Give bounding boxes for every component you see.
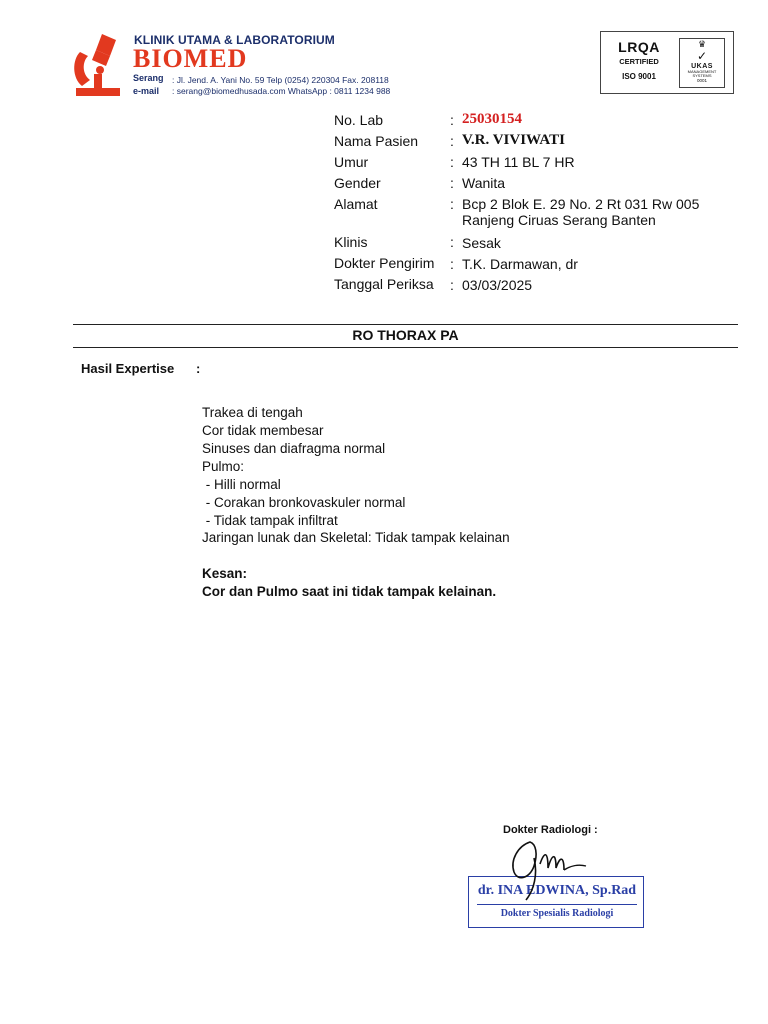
ukas-logo: ♛ ✓ UKAS MANAGEMENT SYSTEMS 0001 bbox=[679, 38, 725, 88]
divider-top bbox=[73, 324, 738, 325]
lab-number-value: 25030154 bbox=[462, 111, 522, 127]
check-icon: ✓ bbox=[696, 49, 708, 63]
exam-date-value: 03/03/2025 bbox=[462, 277, 533, 293]
colon: : bbox=[450, 196, 454, 212]
stamp-specialty: Dokter Spesialis Radiologi bbox=[500, 908, 614, 919]
expertise-label: Hasil Expertise bbox=[81, 361, 175, 376]
referring-doctor-value: T.K. Darmawan, dr bbox=[462, 256, 578, 272]
clinic-name: KLINIK UTAMA & LABORATORIUM bbox=[134, 33, 335, 47]
clinical-label: Klinis bbox=[334, 234, 368, 250]
clinical-value: Sesak bbox=[462, 235, 501, 251]
handwritten-signature bbox=[500, 838, 610, 902]
doctor-label: Dokter Radiologi : bbox=[503, 824, 598, 836]
impression-label: Kesan: bbox=[202, 566, 248, 581]
patient-name-value: V.R. VIVIWATI bbox=[462, 132, 565, 148]
referring-doctor-label: Dokter Pengirim bbox=[334, 255, 435, 271]
colon: : bbox=[450, 277, 454, 293]
lab-number-label: No. Lab bbox=[334, 112, 384, 128]
colon: : bbox=[450, 154, 454, 170]
finding-line: Sinuses dan diafragma normal bbox=[202, 441, 386, 456]
finding-line: Cor tidak membesar bbox=[202, 423, 324, 438]
patient-name-label: Nama Pasien bbox=[334, 133, 419, 149]
clinic-address: : Jl. Jend. A. Yani No. 59 Telp (0254) 220304 Fax. 208118 bbox=[172, 75, 389, 85]
stamp-divider bbox=[477, 904, 637, 905]
city-label: Serang bbox=[133, 73, 164, 83]
age-value: 43 TH 11 BL 7 HR bbox=[462, 154, 575, 170]
colon: : bbox=[450, 256, 454, 272]
colon: : bbox=[450, 133, 454, 149]
brand-name: BIOMED bbox=[133, 44, 248, 73]
colon: : bbox=[450, 234, 454, 250]
colon: : bbox=[196, 361, 201, 376]
divider-bottom bbox=[73, 347, 738, 348]
clinic-email: : serang@biomedhusada.com WhatsApp : 0811 1234 988 bbox=[172, 86, 391, 96]
address-value-line2: Ranjeng Ciruas Serang Banten bbox=[462, 212, 656, 228]
exam-title: RO THORAX PA bbox=[352, 327, 459, 343]
finding-line: Pulmo: bbox=[202, 459, 245, 474]
microscope-logo-icon bbox=[72, 30, 122, 100]
finding-line: Trakea di tengah bbox=[202, 405, 303, 420]
address-value-line1: Bcp 2 Blok E. 29 No. 2 Rt 031 Rw 005 bbox=[462, 196, 700, 212]
gender-value: Wanita bbox=[462, 175, 506, 191]
colon: : bbox=[450, 112, 454, 128]
address-label: Alamat bbox=[334, 196, 378, 212]
finding-line: - Tidak tampak infiltrat bbox=[202, 513, 338, 528]
email-label: e-mail bbox=[133, 86, 160, 96]
impression-text: Cor dan Pulmo saat ini tidak tampak kelainan. bbox=[202, 584, 497, 599]
age-label: Umur bbox=[334, 154, 369, 170]
crown-icon: ♛ bbox=[697, 39, 707, 49]
certification-badge bbox=[600, 31, 734, 94]
finding-line: - Corakan bronkovaskuler normal bbox=[202, 495, 406, 510]
finding-line: Jaringan lunak dan Skeletal: Tidak tampak kelainan bbox=[202, 530, 510, 545]
lrqa-logo: LRQA CERTIFIED ISO 9001 bbox=[618, 39, 660, 81]
stamp-doctor-name: dr. INA EDWINA, Sp.Rad bbox=[477, 883, 637, 898]
gender-label: Gender bbox=[334, 175, 381, 191]
finding-line: - Hilli normal bbox=[202, 477, 281, 492]
colon: : bbox=[450, 175, 454, 191]
exam-date-label: Tanggal Periksa bbox=[334, 276, 434, 292]
